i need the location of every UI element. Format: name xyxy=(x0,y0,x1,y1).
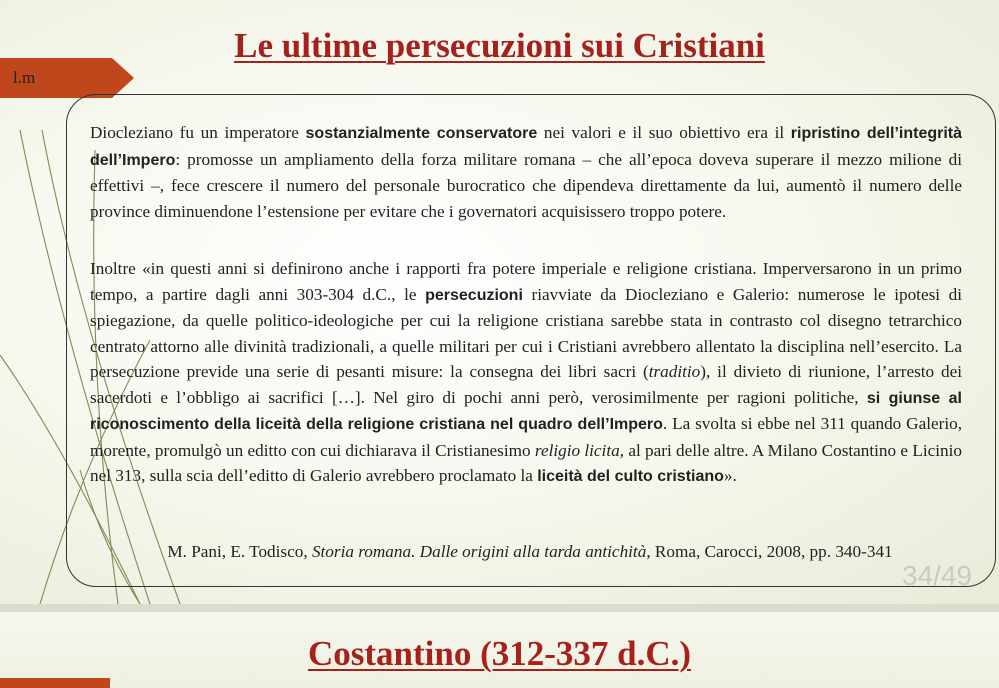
tab-label: l.m xyxy=(13,68,36,87)
page-number: 34/49 xyxy=(902,560,973,591)
citation: M. Pani, E. Todisco, Storia romana. Dalle origini alla tarda antichità, Roma, Carocci, 2008, pp. 340-341 xyxy=(167,542,893,561)
next-tab-marker xyxy=(0,678,110,688)
paragraph-2: Inoltre «in questi anni si definirono anche i rapporti fra potere imperiale e religione cristiana. Imperversarono in un primo tempo, a partire dagli anni 303-304 d.C., le persecuzioni riavviate da Diocleziano e Galerio: numerose le ipotesi di spiegazione, da quelle politico-ideologiche per cui la religione cristiana sarebbe stata in contrasto col disegno tetrarchico centrato attorno alle divinità tradizionali, a quelle militari per cui i Cristiani avrebbero allentato la disciplina nell’esercito. La persecuzione previde una serie di pesanti misure: la consegna dei libri sacri (traditio), il divieto di riunione, l’arresto dei sacerdoti e l’obbligo ai sacrifici […]. Nel giro di pochi anni però, verosimilmente per ragioni politiche, si giunse al riconoscimento della liceità della religione cristiana nel quadro dell’Impero. La svolta si ebbe nel 311 quando Galerio, morente, promulgò un editto con cui dichiarava il Cristianesimo religio licita, al pari delle altre. A Milano Costantino e Licinio nel 313, sulla scia dell’editto di Galerio avrebbero proclamato la liceità del culto cristiano». xyxy=(90,259,962,485)
slide-next[interactable] xyxy=(0,612,999,688)
slide-separator xyxy=(0,604,999,612)
slide-title: Le ultime persecuzioni sui Cristiani xyxy=(234,26,765,65)
next-slide-title: Costantino (312-337 d.C.) xyxy=(307,634,692,673)
paragraph-1: Diocleziano fu un imperatore sostanzialmente conservatore nei valori e il suo obiettivo era il ripristino dell’integrità dell’Impero: promosse un ampliamento della forza militare romana – che all’epoca doveva superare il mezzo milione di effettivi –, fece crescere il numero del personale burocratico che dipendeva direttamente da lui, aumentò il numero delle province diminuendone l’estensione per evitare che i governatori acquisissero troppo potere. xyxy=(90,123,963,221)
